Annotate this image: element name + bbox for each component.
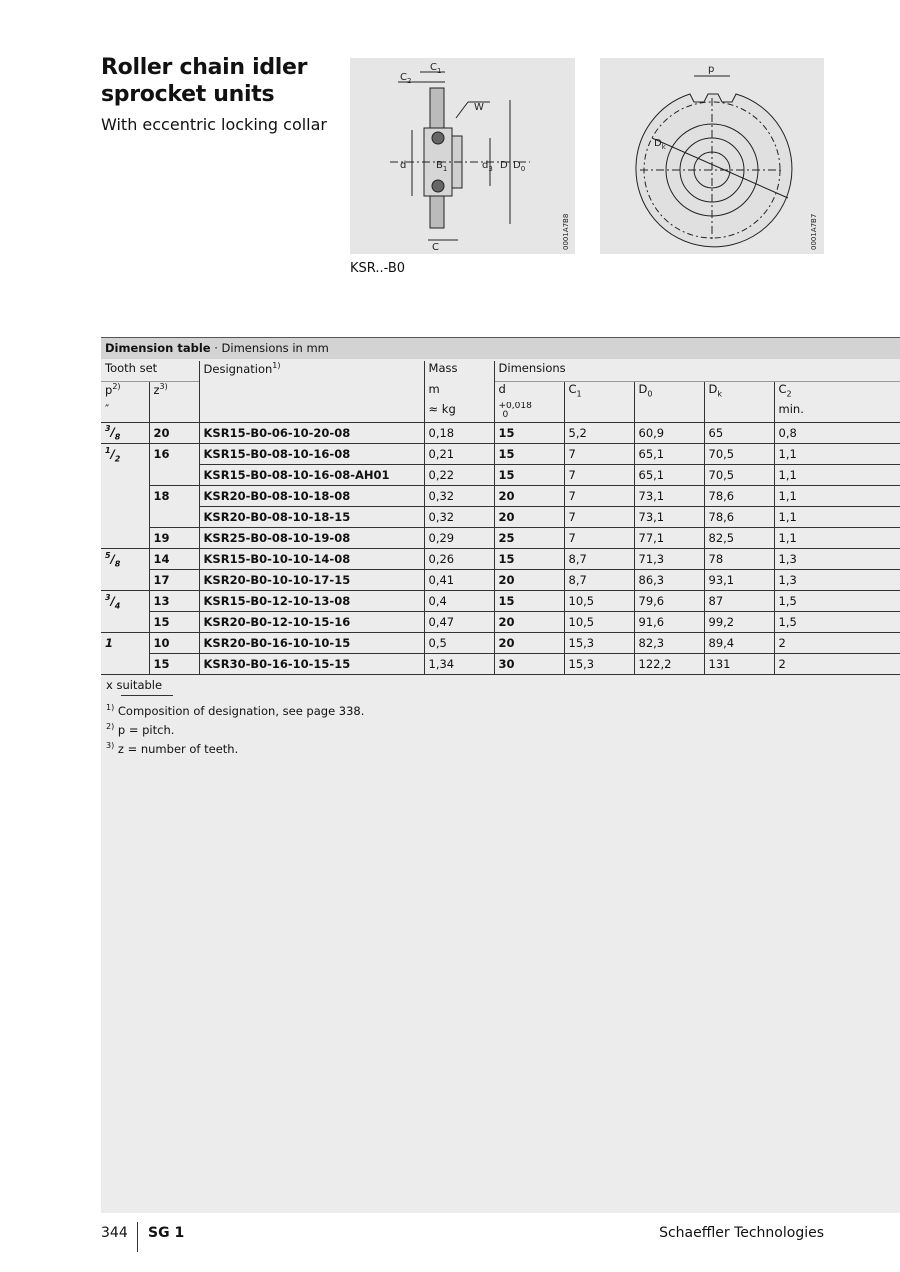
label-d: d bbox=[400, 160, 407, 171]
cell-d0: 122,2 bbox=[634, 654, 704, 675]
cell-dk: 89,4 bbox=[704, 633, 774, 654]
sectional-drawing-svg bbox=[350, 58, 575, 254]
note-1: $^{1)}$ Composition of designation, see page 338. bbox=[106, 703, 365, 718]
cell-designation: KSR15-B0-06-10-20-08 bbox=[199, 423, 424, 444]
note-3: $^{3)}$ z = number of teeth. bbox=[106, 741, 239, 756]
header-row-1 bbox=[101, 361, 900, 382]
cell-mass: 0,29 bbox=[424, 528, 494, 549]
cell-pitch bbox=[101, 591, 149, 612]
pitch-fraction: 1 bbox=[105, 636, 114, 651]
cell-z: 18 bbox=[149, 486, 199, 507]
title-line-1: Roller chain idler bbox=[101, 55, 308, 80]
note-2: $^{2)}$ p = pitch. bbox=[106, 722, 175, 737]
table-row bbox=[101, 465, 900, 486]
table-row bbox=[101, 570, 900, 591]
cell-designation: KSR20-B0-10-10-17-15 bbox=[199, 570, 424, 591]
note-suitable: x suitable bbox=[106, 678, 163, 692]
cell-designation: KSR20-B0-08-10-18-08 bbox=[199, 486, 424, 507]
cell-d0: 91,6 bbox=[634, 612, 704, 633]
cell-mass: 0,4 bbox=[424, 591, 494, 612]
cell-mass: 0,5 bbox=[424, 633, 494, 654]
cell-mass: 0,32 bbox=[424, 507, 494, 528]
cell-dk: 99,2 bbox=[704, 612, 774, 633]
label-c2: $C_2$ bbox=[400, 72, 412, 85]
cell-d0: 79,6 bbox=[634, 591, 704, 612]
col-d: d bbox=[494, 382, 564, 403]
cell-c2: 2 bbox=[774, 633, 900, 654]
cell-d: 20 bbox=[494, 633, 564, 654]
cell-pitch bbox=[101, 549, 149, 570]
cell-c1: 8,7 bbox=[564, 549, 634, 570]
cell-pitch bbox=[101, 633, 149, 654]
cell-designation: KSR20-B0-12-10-15-16 bbox=[199, 612, 424, 633]
label-dk: $D_k$ bbox=[654, 138, 666, 151]
table-row bbox=[101, 633, 900, 654]
table-row bbox=[101, 444, 900, 465]
dimension-table-panel bbox=[101, 337, 900, 1213]
cell-dk: 70,5 bbox=[704, 465, 774, 486]
cell-pitch bbox=[101, 654, 149, 675]
cell-d: 30 bbox=[494, 654, 564, 675]
figure-code-1: 0001A7B8 bbox=[562, 213, 570, 250]
sectional-drawing bbox=[350, 58, 575, 254]
cell-c1: 15,3 bbox=[564, 654, 634, 675]
cell-d0: 77,1 bbox=[634, 528, 704, 549]
cell-z: 20 bbox=[149, 423, 199, 444]
cell-c2: 1,5 bbox=[774, 591, 900, 612]
cell-dk: 131 bbox=[704, 654, 774, 675]
cell-designation: KSR15-B0-12-10-13-08 bbox=[199, 591, 424, 612]
col-tolerance: +0,018 0 bbox=[494, 402, 564, 423]
col-d0: $D_0$ bbox=[634, 382, 704, 403]
table-body bbox=[101, 423, 900, 675]
cell-d: 15 bbox=[494, 423, 564, 444]
cell-designation: KSR15-B0-10-10-14-08 bbox=[199, 549, 424, 570]
cell-pitch bbox=[101, 486, 149, 507]
cell-d: 20 bbox=[494, 570, 564, 591]
cell-z: 10 bbox=[149, 633, 199, 654]
cell-mass: 0,47 bbox=[424, 612, 494, 633]
pitch-fraction: $^1/_2$ bbox=[105, 445, 121, 463]
cell-dk: 70,5 bbox=[704, 444, 774, 465]
cell-dk: 82,5 bbox=[704, 528, 774, 549]
cell-c2: 1,5 bbox=[774, 612, 900, 633]
table-row bbox=[101, 612, 900, 633]
col-mass: Mass bbox=[424, 361, 494, 382]
pitch-fraction: $^5/_8$ bbox=[105, 550, 121, 568]
label-w: W bbox=[474, 102, 484, 113]
cell-z: 19 bbox=[149, 528, 199, 549]
table-row bbox=[101, 549, 900, 570]
table-row bbox=[101, 591, 900, 612]
cell-c2: 2 bbox=[774, 654, 900, 675]
title-line-2: sprocket units bbox=[101, 82, 275, 107]
table-row bbox=[101, 507, 900, 528]
col-dk: $D_k$ bbox=[704, 382, 774, 403]
notes-divider bbox=[121, 695, 173, 696]
cell-d: 15 bbox=[494, 549, 564, 570]
col-c2: $C_2$ bbox=[774, 382, 900, 403]
label-d3: $d_3$ bbox=[482, 160, 493, 173]
col-c1: $C_1$ bbox=[564, 382, 634, 403]
footer-section: SG 1 bbox=[148, 1225, 185, 1241]
cell-dk: 78,6 bbox=[704, 507, 774, 528]
label-big-d: D bbox=[500, 160, 508, 171]
cell-c1: 7 bbox=[564, 528, 634, 549]
cell-d0: 65,1 bbox=[634, 465, 704, 486]
cell-c2: 1,3 bbox=[774, 570, 900, 591]
cell-c1: 7 bbox=[564, 444, 634, 465]
cell-c1: 5,2 bbox=[564, 423, 634, 444]
footer-page-number: 344 bbox=[101, 1225, 128, 1241]
col-z: $z^{3)}$ bbox=[149, 382, 199, 403]
cell-mass: 0,41 bbox=[424, 570, 494, 591]
cell-c2: 0,8 bbox=[774, 423, 900, 444]
cell-d0: 65,1 bbox=[634, 444, 704, 465]
front-view-svg bbox=[600, 58, 824, 254]
label-p: p bbox=[708, 64, 715, 75]
label-b1: $B_1$ bbox=[436, 160, 448, 173]
cell-mass: 0,18 bbox=[424, 423, 494, 444]
cell-mass: 0,21 bbox=[424, 444, 494, 465]
cell-designation: KSR20-B0-16-10-10-15 bbox=[199, 633, 424, 654]
pitch-fraction: $^3/_4$ bbox=[105, 592, 121, 610]
cell-designation: KSR15-B0-08-10-16-08-AH01 bbox=[199, 465, 424, 486]
cell-c1: 7 bbox=[564, 507, 634, 528]
cell-dk: 93,1 bbox=[704, 570, 774, 591]
cell-d: 15 bbox=[494, 591, 564, 612]
label-d0: $D_0$ bbox=[513, 160, 526, 173]
cell-z: 16 bbox=[149, 444, 199, 465]
cell-c1: 7 bbox=[564, 486, 634, 507]
col-designation-blank bbox=[199, 382, 424, 403]
col-p: $p^{2)}$ bbox=[101, 382, 149, 403]
cell-z: 14 bbox=[149, 549, 199, 570]
cell-c1: 8,7 bbox=[564, 570, 634, 591]
cell-d0: 71,3 bbox=[634, 549, 704, 570]
cell-designation: KSR30-B0-16-10-15-15 bbox=[199, 654, 424, 675]
header-row-3 bbox=[101, 402, 900, 423]
col-kg: ≈ kg bbox=[424, 402, 494, 423]
cell-d: 25 bbox=[494, 528, 564, 549]
dimension-table-title: Dimension table · Dimensions in mm bbox=[101, 337, 900, 359]
cell-z: 15 bbox=[149, 654, 199, 675]
cell-d: 20 bbox=[494, 612, 564, 633]
cell-z: 13 bbox=[149, 591, 199, 612]
cell-z bbox=[149, 465, 199, 486]
cell-z bbox=[149, 507, 199, 528]
cell-pitch bbox=[101, 570, 149, 591]
notes bbox=[106, 676, 364, 755]
cell-c2: 1,1 bbox=[774, 507, 900, 528]
cell-d0: 60,9 bbox=[634, 423, 704, 444]
cell-dk: 78,6 bbox=[704, 486, 774, 507]
cell-d0: 82,3 bbox=[634, 633, 704, 654]
cell-mass: 0,32 bbox=[424, 486, 494, 507]
label-c: C bbox=[432, 242, 439, 253]
col-tooth-set: Tooth set bbox=[105, 361, 158, 375]
cell-z: 17 bbox=[149, 570, 199, 591]
cell-pitch bbox=[101, 444, 149, 465]
cell-d: 20 bbox=[494, 507, 564, 528]
col-m: m bbox=[424, 382, 494, 403]
col-dimensions: Dimensions bbox=[494, 361, 900, 382]
front-view-drawing bbox=[600, 58, 824, 254]
pitch-fraction: $^3/_8$ bbox=[105, 424, 121, 442]
cell-pitch bbox=[101, 423, 149, 444]
table-row bbox=[101, 528, 900, 549]
cell-d: 20 bbox=[494, 486, 564, 507]
cell-c1: 10,5 bbox=[564, 591, 634, 612]
cell-pitch bbox=[101, 507, 149, 528]
col-min: min. bbox=[774, 402, 900, 423]
figure-code-2: 0001A7B7 bbox=[810, 213, 818, 250]
cell-d0: 86,3 bbox=[634, 570, 704, 591]
cell-dk: 87 bbox=[704, 591, 774, 612]
cell-mass: 0,26 bbox=[424, 549, 494, 570]
dimension-table bbox=[101, 361, 900, 675]
table-row bbox=[101, 486, 900, 507]
cell-c2: 1,3 bbox=[774, 549, 900, 570]
col-inch: ″ bbox=[105, 402, 110, 416]
table-row bbox=[101, 654, 900, 675]
col-designation: Designation$^{1)}$ bbox=[199, 361, 424, 382]
cell-pitch bbox=[101, 528, 149, 549]
cell-pitch bbox=[101, 612, 149, 633]
table-row bbox=[101, 423, 900, 444]
cell-z: 15 bbox=[149, 612, 199, 633]
footer-company: Schaeffler Technologies bbox=[659, 1225, 824, 1241]
page-title bbox=[101, 54, 307, 108]
label-c1: $C_1$ bbox=[430, 62, 442, 75]
cell-dk: 65 bbox=[704, 423, 774, 444]
cell-c1: 10,5 bbox=[564, 612, 634, 633]
header-row-2 bbox=[101, 382, 900, 403]
cell-designation: KSR20-B0-08-10-18-15 bbox=[199, 507, 424, 528]
cell-d: 15 bbox=[494, 465, 564, 486]
cell-dk: 78 bbox=[704, 549, 774, 570]
cell-c2: 1,1 bbox=[774, 465, 900, 486]
cell-c2: 1,1 bbox=[774, 528, 900, 549]
cell-mass: 0,22 bbox=[424, 465, 494, 486]
cell-d0: 73,1 bbox=[634, 486, 704, 507]
cell-c1: 7 bbox=[564, 465, 634, 486]
footer-divider bbox=[137, 1222, 138, 1252]
figure-caption: KSR..-B0 bbox=[350, 261, 406, 276]
cell-designation: KSR15-B0-08-10-16-08 bbox=[199, 444, 424, 465]
cell-mass: 1,34 bbox=[424, 654, 494, 675]
page-subtitle: With eccentric locking collar bbox=[101, 115, 327, 134]
cell-d0: 73,1 bbox=[634, 507, 704, 528]
cell-c2: 1,1 bbox=[774, 444, 900, 465]
cell-d: 15 bbox=[494, 444, 564, 465]
cell-pitch bbox=[101, 465, 149, 486]
cell-c1: 15,3 bbox=[564, 633, 634, 654]
cell-c2: 1,1 bbox=[774, 486, 900, 507]
cell-designation: KSR25-B0-08-10-19-08 bbox=[199, 528, 424, 549]
